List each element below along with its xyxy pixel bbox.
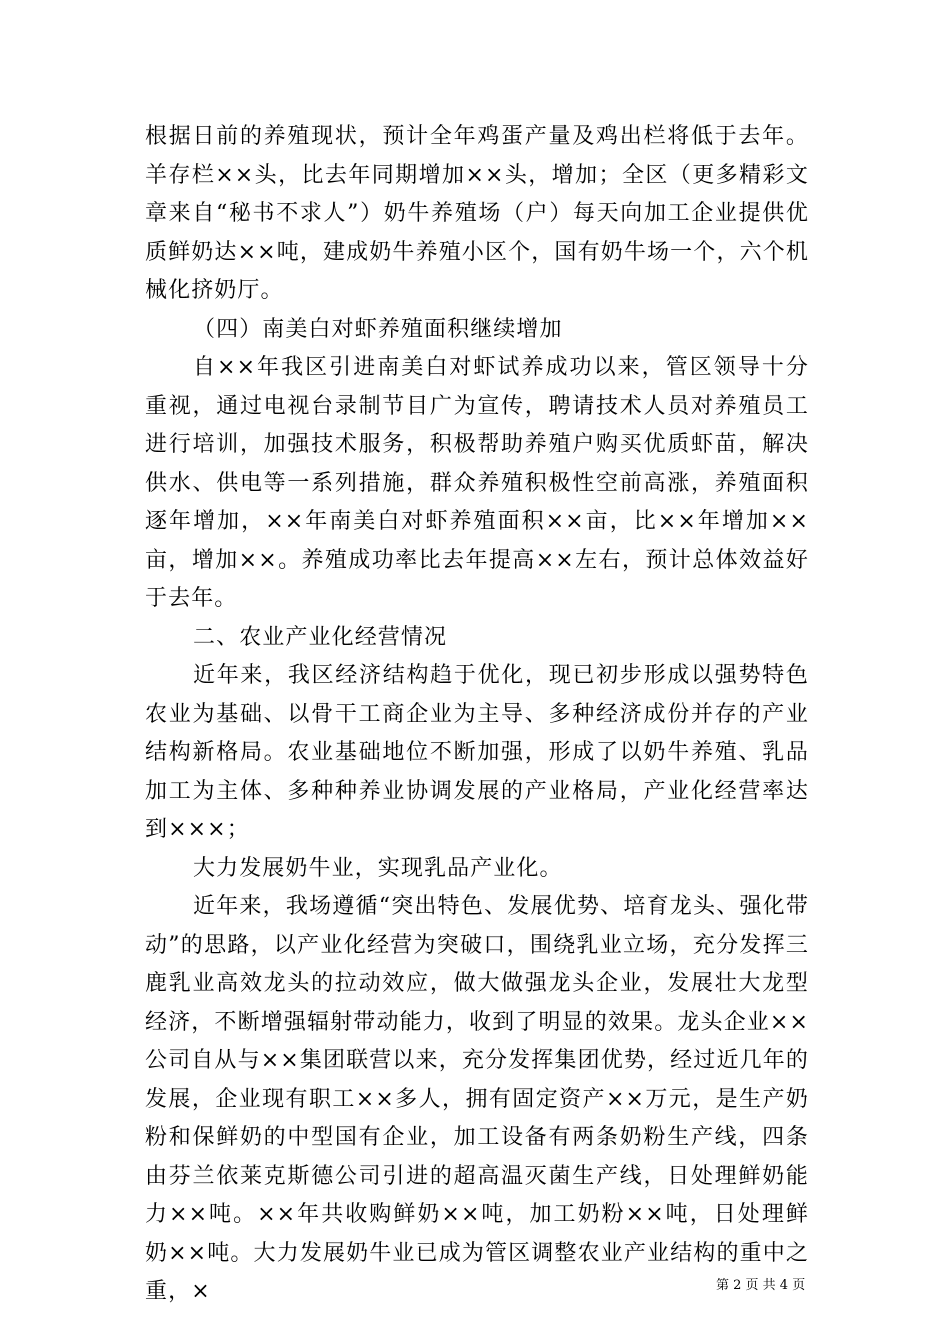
document-body (145, 118, 809, 1312)
paragraph-dairy-subheading: 大力发展奶牛业，实现乳品产业化。 (193, 855, 563, 881)
section-heading-industrialization: 二、农业产业化经营情况 (193, 624, 448, 650)
page-number-footer: 第 2 页 共 4 页 (716, 1278, 806, 1293)
paragraph-shrimp-farming: 自××年我区引进南美白对虾试养成功以来，管区领导十分重视，通过电视台录制节目广为宣传，聘请技术人员对养殖员工进行培训，加强技术服务，积极帮助养殖户购买优质虾苗，解决供水、供电等一系列措施，群众养殖积极性空前高涨，养殖面积逐年增加，××年南美白对虾养殖面积××亩，比××年增加××亩，增加××。养殖成功率比去年提高××左右，预计总体效益好于去年。 (145, 355, 809, 611)
paragraph-livestock: 根据日前的养殖现状，预计全年鸡蛋产量及鸡出栏将低于去年。羊存栏××头，比去年同期增加××头，增加；全区（更多精彩文章来自“秘书不求人”）奶牛养殖场（户）每天向加工企业提供优质鲜奶达××吨，建成奶牛养殖小区个，国有奶牛场一个，六个机械化挤奶厅。 (145, 124, 809, 303)
paragraph-dairy-enterprise: 近年来，我场遵循“突出特色、发展优势、培育龙头、强化带动”的思路，以产业化经营为突破口，围绕乳业立场，充分发挥三鹿乳业高效龙头的拉动效应，做大做强龙头企业，发展壮大龙型经济，不断增强辐射带动能力，收到了明显的效果。龙头企业××公司自从与××集团联营以来，充分发挥集团优势，经过近几年的发展，企业现有职工××多人，拥有固定资产××万元，是生产奶粉和保鲜奶的中型国有企业，加工设备有两条奶粉生产线，四条由芬兰依莱克斯德公司引进的超高温灭菌生产线，日处理鲜奶能力××吨。××年共收购鲜奶××吨，加工奶粉××吨，日处理鲜奶××吨。大力发展奶牛业已成为管区调整农业产业结构的重中之重，× (145, 894, 809, 1304)
section-heading-shrimp: （四）南美白对虾养殖面积继续增加 (193, 316, 563, 342)
paragraph-economic-structure: 近年来，我区经济结构趋于优化，现已初步形成以强势特色农业为基础、以骨干工商企业为主导、多种经济成份并存的产业结构新格局。农业基础地位不断加强，形成了以奶牛养殖、乳品加工为主体、多种种养业协调发展的产业格局，产业化经营率达到×××； (145, 663, 809, 842)
